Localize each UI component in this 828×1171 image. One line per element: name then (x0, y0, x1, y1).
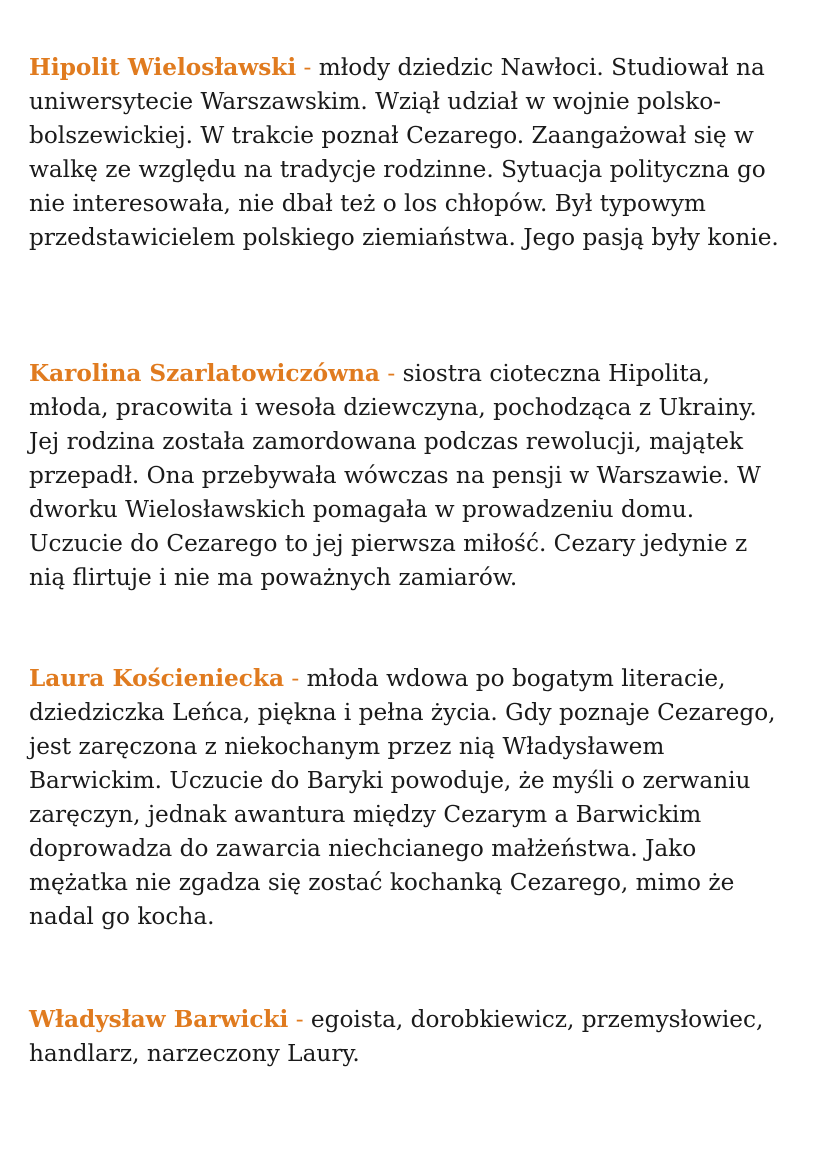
character-entry-laura (29, 662, 804, 934)
entry-text: egoista, dorobkiewicz, przemysłowiec, (310, 1006, 764, 1033)
entry-text-line: przedstawicielem polskiego ziemiaństwa. Jego pasją były konie. (29, 224, 779, 251)
name-separator: - (295, 1006, 304, 1033)
character-entry-karolina (29, 357, 804, 595)
entry-text: młody dziedzic Nawłoci. Studiował na (318, 54, 765, 81)
entry-text-line: nią flirtuje i nie ma poważnych zamiarów. (29, 564, 518, 591)
entry-text-line: przepadł. Ona przebywała wówczas na pensji w Warszawie. W (29, 462, 761, 489)
entry-text-line: bolszewickiej. W trakcie poznał Cezarego. Zaangażował się w (29, 122, 754, 149)
entry-first-line (29, 1003, 804, 1037)
entry-text-line: jest zaręczona z niekochanym przez nią Władysławem (29, 733, 665, 760)
entry-text: siostra cioteczna Hipolita, (402, 360, 710, 387)
name-separator: - (303, 54, 312, 81)
character-name: Karolina Szarlatowiczówna (29, 360, 380, 387)
entry-text-line: Barwickim. Uczucie do Baryki powoduje, że myśli o zerwaniu (29, 767, 751, 794)
entry-text-line: handlarz, narzeczony Laury. (29, 1040, 360, 1067)
entry-text-line: uniwersytecie Warszawskim. Wziął udział w wojnie polsko- (29, 88, 722, 115)
entry-text-line: nie interesowała, nie dbał też o los chłopów. Był typowym (29, 190, 706, 217)
name-separator: - (387, 360, 396, 387)
entry-text-line: mężatka nie zgadza się zostać kochanką Cezarego, mimo że (29, 869, 735, 896)
entry-first-line (29, 51, 804, 85)
character-entry-wladyslaw (29, 1003, 804, 1071)
entry-text-line: Uczucie do Cezarego to jej pierwsza miłość. Cezary jedynie z (29, 530, 748, 557)
entry-first-line (29, 357, 804, 391)
entry-text-line: doprowadza do zawarcia niechcianego małżeństwa. Jako (29, 835, 697, 862)
character-name: Władysław Barwicki (29, 1006, 289, 1033)
entry-text-line: młoda, pracowita i wesoła dziewczyna, pochodząca z Ukrainy. (29, 394, 757, 421)
entry-text-line: nadal go kocha. (29, 903, 215, 930)
entry-text-line: zaręczyn, jednak awantura między Cezarym a Barwickim (29, 801, 702, 828)
entry-text: młoda wdowa po bogatym literacie, (306, 665, 726, 692)
character-name: Hipolit Wielosławski (29, 54, 297, 81)
entry-text-line: dworku Wielosławskich pomagała w prowadzeniu domu. (29, 496, 695, 523)
character-entry-hipolit (29, 51, 804, 255)
entry-text-line: walkę ze względu na tradycje rodzinne. Sytuacja polityczna go (29, 156, 766, 183)
entry-text-line: Jej rodzina została zamordowana podczas rewolucji, majątek (29, 428, 743, 455)
character-name: Laura Kościeniecka (29, 665, 284, 692)
entry-text-line: dziedziczka Leńca, piękna i pełna życia. Gdy poznaje Cezarego, (29, 699, 776, 726)
entry-first-line (29, 662, 804, 696)
name-separator: - (291, 665, 300, 692)
